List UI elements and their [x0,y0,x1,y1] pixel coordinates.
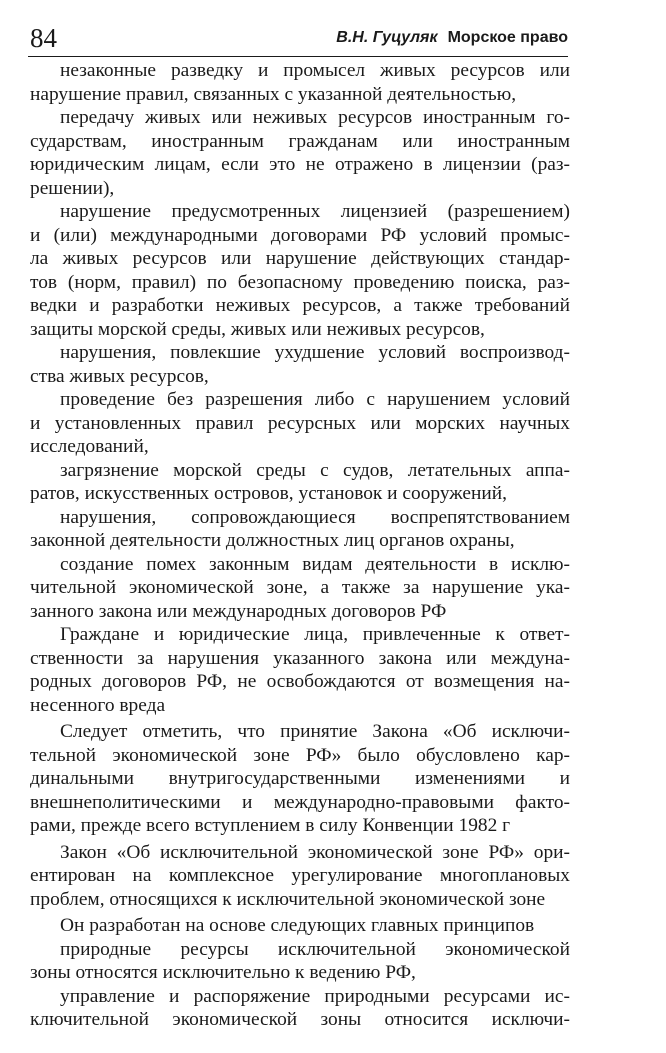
text-line: юридическим лицам, если это не отражено в лицензии (раз- [30,154,570,175]
text-line: занного закона или международных договоров РФ [30,600,447,622]
text-line: нарушения, повлекшие ухудшение условий воспроизвод- [60,342,570,363]
text-line: внешнеполитическими и международно-правовыми факто- [30,791,570,813]
text-line: рами, прежде всего вступлением в силу Конвенции 1982 г [30,815,511,836]
body-text [30,59,570,1032]
text-line: природные ресурсы исключительной экономической [60,938,570,960]
text-line: ственности за нарушения указанного закона или междуна- [30,647,570,669]
text-line: и установленных правил ресурсных или морских научных [30,412,570,434]
text-line: родных договоров РФ, не освобождаются от возмещения на- [30,671,570,692]
text-line: ства живых ресурсов, [30,365,209,387]
text-line: Граждане и юридические лица, привлеченные к ответ- [60,624,570,645]
text-line: ла живых ресурсов или нарушение действующих стандар- [30,248,570,269]
text-line: тов (норм, правил) по безопасному проведению поиска, раз- [30,271,570,293]
text-line: незаконные разведку и промысел живых ресурсов или [60,60,570,81]
text-line: загрязнение морской среды с судов, летательных аппа- [60,459,570,481]
text-line: создание помех законным видам деятельности в исклю- [60,553,570,575]
text-line: законной деятельности должностных лиц органов охраны, [30,530,515,551]
text-line: тельной экономической зоне РФ» было обусловлено кар- [30,744,570,766]
book-title: Морское право [447,29,568,46]
text-line: сударствам, иностранным гражданам или иностранным [30,130,570,152]
text-line: передачу живых или неживых ресурсов иностранным го- [60,107,570,128]
text-line: ведки и разработки неживых ресурсов, а также требований [30,295,570,316]
text-line: проведение без разрешения либо с нарушением условий [60,389,570,410]
text-line: Он разработан на основе следующих главных принципов [60,915,535,936]
running-head [336,28,568,48]
text-line: защиты морской среды, живых или неживых ресурсов, [30,318,485,340]
text-line: Закон «Об исключительной экономической зоне РФ» ори- [60,841,570,863]
author-name: В.Н. Гуцуляк [336,29,438,46]
text-line: несенного вреда [30,694,166,716]
text-line: нарушения, сопровождающиеся воспрепятствованием [60,506,570,528]
text-line: ентирован на комплексное урегулирование многоплановых [30,865,570,886]
text-line: Следует отметить, что принятие Закона «Об исключи- [60,721,570,742]
text-line: проблем, относящихся к исключительной экономической зоне [30,888,546,910]
text-line: исследований, [30,436,149,457]
text-line: нарушение предусмотренных лицензией (разрешением) [60,201,570,222]
text-line: и (или) международными договорами РФ условий промыс- [30,224,570,246]
page-number: 84 [30,23,57,53]
text-line: ратов, искусственных островов, установок и сооружений, [30,483,508,504]
text-line: ключительной экономической зоны относится исключи- [30,1009,570,1030]
text-line: нарушение правил, связанных с указанной деятельностью, [30,83,517,105]
text-line: зоны относятся исключительно к ведению РФ, [30,962,416,983]
text-line: динальными внутригосударственными изменениями и [30,768,570,789]
text-line: решении), [30,177,115,199]
page-header [28,20,568,57]
text-line: чительной экономической зоне, а также за нарушение ука- [30,577,570,598]
text-line: управление и распоряжение природными ресурсами ис- [60,985,570,1007]
